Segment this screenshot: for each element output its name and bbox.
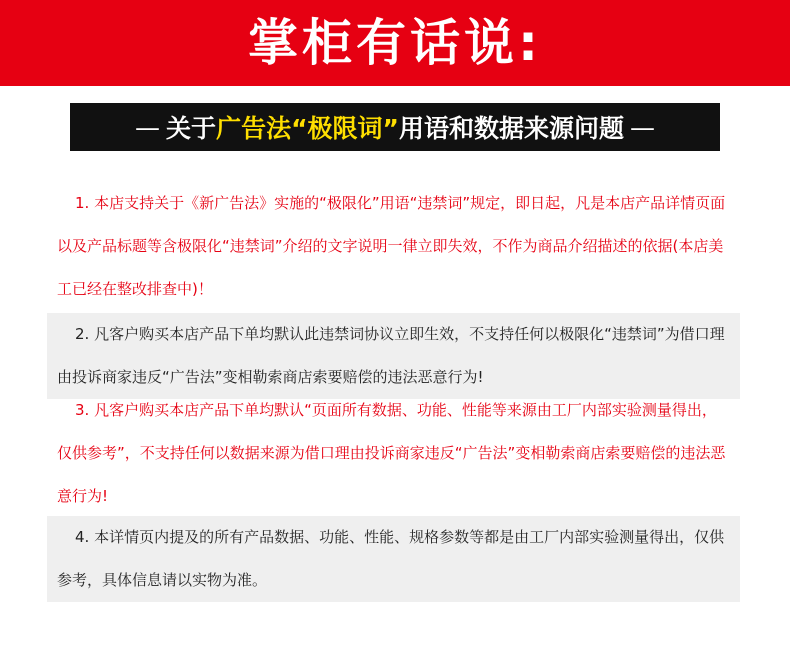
subtitle-prefix: 关于 bbox=[166, 114, 217, 143]
notice-2 bbox=[47, 313, 740, 399]
notice-1 bbox=[47, 182, 740, 312]
header-banner bbox=[0, 0, 790, 86]
subtitle-bar bbox=[70, 103, 720, 151]
subtitle-highlight: 广告法“极限词” bbox=[216, 114, 399, 143]
notice-3-text: 3. 凡客户购买本店产品下单均默认“页面所有数据、功能、性能等来源由工厂内部实验测量得出，仅供参考”，不支持任何以数据来源为借口理由投诉商家违反“广告法”变相勒索商店索要赔偿的违法恶意行为! bbox=[57, 401, 726, 505]
page-title: 掌柜有话说: bbox=[248, 14, 542, 72]
subtitle-dash-right: — bbox=[629, 112, 655, 142]
notice-1-text: 1. 本店支持关于《新广告法》实施的“极限化”用语“违禁词”规定，即日起，凡是本店产品详情页面以及产品标题等含极限化“违禁词”介绍的文字说明一律立即失效，不作为商品介绍描述的依据(本店美工已经在整改排查中)！ bbox=[57, 194, 726, 298]
notice-3 bbox=[47, 389, 740, 519]
notice-4-text: 4. 本详情页内提及的所有产品数据、功能、性能、规格参数等都是由工厂内部实验测量得出，仅供参考，具体信息请以实物为准。 bbox=[57, 528, 725, 589]
subtitle-dash-left: — bbox=[135, 112, 161, 142]
notice-4 bbox=[47, 516, 740, 602]
notice-2-text: 2. 凡客户购买本店产品下单均默认此违禁词协议立即生效，不支持任何以极限化“违禁词”为借口理由投诉商家违反“广告法”变相勒索商店索要赔偿的违法恶意行为! bbox=[57, 325, 725, 386]
subtitle-suffix: 用语和数据来源问题 bbox=[398, 114, 624, 143]
